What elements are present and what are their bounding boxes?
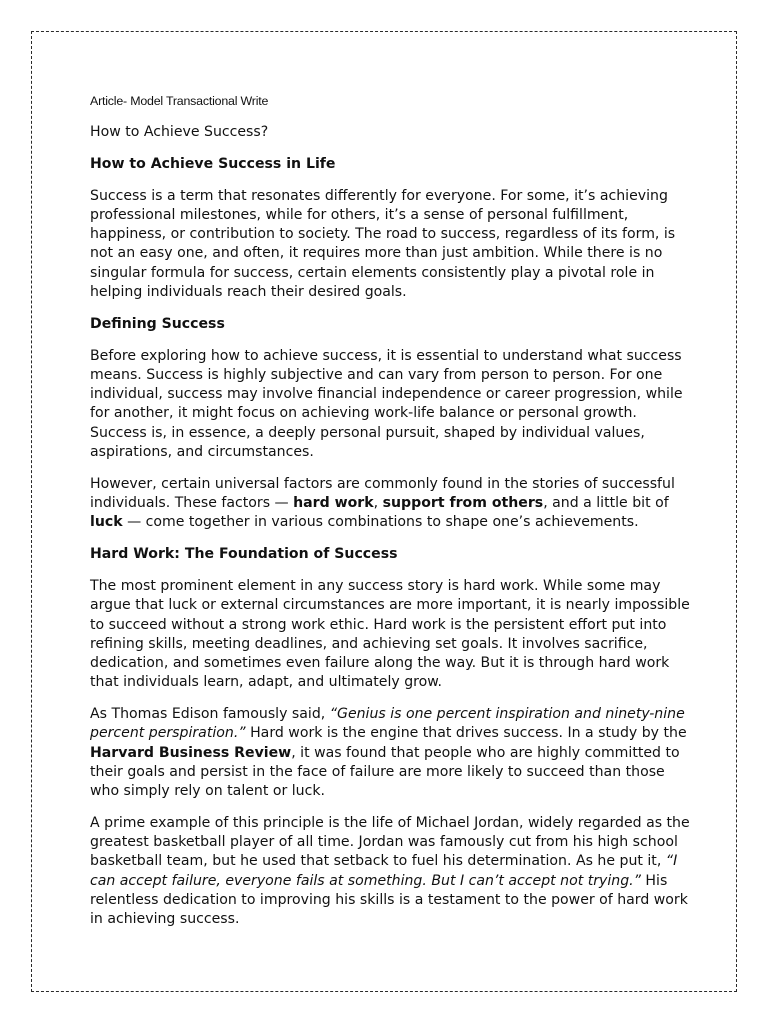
section-heading-hard-work: Hard Work: The Foundation of Success xyxy=(90,546,398,563)
text-run: Hard work is the engine that drives success. In a study by the xyxy=(245,725,687,742)
hard-work-paragraph-2 xyxy=(90,705,690,801)
text-run: As Thomas Edison famously said, xyxy=(90,706,330,723)
text-run: , and a little bit of xyxy=(543,494,669,511)
document-label: Article- Model Transactional Write xyxy=(90,94,269,108)
text-run: , xyxy=(373,494,383,511)
jordan-quote: “I can accept failure, everyone fails at something. But I can’t accept not trying.” xyxy=(90,853,678,889)
text-run: A prime example of this principle is the life of Michael Jordan, widely regarded as the greatest basketball player of all time. Jordan was famously cut from his high school basketball team, but he used that setback to fuel his determination. As he put it, xyxy=(90,814,690,870)
document-body xyxy=(90,92,690,942)
intro-paragraph: Success is a term that resonates differently for everyone. For some, it’s achieving professional milestones, while for others, it’s a sense of personal fulfillment, happiness, or contribution to society. The road to success, regardless of its form, is not an easy one, and often, it requires more than just ambition. While there is no singular formula for success, certain elements consistently play a pivotal role in helping individuals reach their desired goals. xyxy=(90,187,676,300)
main-heading: How to Achieve Success in Life xyxy=(90,155,336,172)
bold-support-from-others: support from others xyxy=(382,494,544,511)
hard-work-paragraph-1: The most prominent element in any success story is hard work. While some may argue that luck or external circumstances are more important, it is nearly impossible to succeed without a strong work ethic. Hard work is the persistent effort put into refining skills, meeting deadlines, and achieving set goals. It involves sacrifice, dedication, and sometimes even failure along the way. But it is through hard work that individuals learn, adapt, and ultimately grow. xyxy=(90,578,690,691)
text-run: , it was found that people who are highly committed to their goals and persist in the face of failure are more likely to succeed than those who simply rely on talent or luck. xyxy=(90,744,680,799)
defining-success-paragraph-2 xyxy=(90,475,690,533)
text-run: — come together in various combinations to shape one’s achievements. xyxy=(122,514,639,531)
defining-success-paragraph-1: Before exploring how to achieve success, it is essential to understand what success means. Success is highly subjective and can vary from person to person. For one individual, success may involve financial independence or career progression, while for another, it might focus on achieving work-life balance or personal growth. Success is, in essence, a deeply personal pursuit, shaped by individual values, aspirations, and circumstances. xyxy=(90,347,683,460)
section-heading-defining-success: Defining Success xyxy=(90,315,225,332)
bold-harvard-business-review: Harvard Business Review xyxy=(90,744,292,761)
bold-luck: luck xyxy=(90,514,123,531)
text-run: However, certain universal factors are commonly found in the stories of successful individuals. These factors — xyxy=(90,475,675,511)
bold-hard-work: hard work xyxy=(293,494,374,511)
hard-work-paragraph-3 xyxy=(90,814,690,929)
document-subtitle: How to Achieve Success? xyxy=(90,124,269,140)
text-run: His relentless dedication to improving his skills is a testament to the power of hard work in achieving success. xyxy=(90,872,688,927)
edison-quote: “Genius is one percent inspiration and ninety-nine percent perspiration.” xyxy=(90,706,685,742)
